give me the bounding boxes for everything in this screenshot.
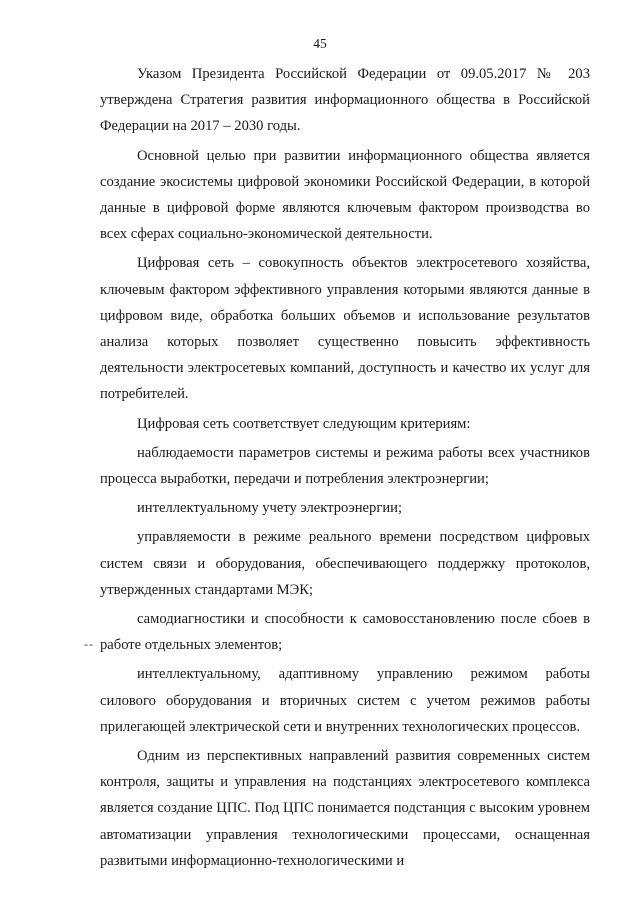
paragraph-criteria-intro: Цифровая сеть соответствует следующим критериям: — [137, 415, 471, 432]
criterion-adaptive-control: интеллектуальному, адаптивному управлению режимом работы силового оборудования и вторичных систем с учетом режимов работы прилегающей электрической сети и внутренних технологических процессов. — [100, 666, 590, 735]
criterion-self-diagnostics: самодиагностики и способности к самовосстановлению после сбоев в работе отдельных элементов; — [100, 611, 590, 654]
criterion-controllability: управляемости в режиме реального времени посредством цифровых систем связи и оборудования, обеспечивающего поддержку протоколов, утвержденных стандартами МЭК; — [100, 529, 590, 598]
document-body — [100, 61, 590, 874]
paragraph-decree: Указом Президента Российской Федерации от 09.05.2017 № 203 утверждена Стратегия развития информационного общества в Российской Федерации на 2017 – 2030 годы. — [100, 66, 590, 135]
paragraph-main-goal: Основной целью при развитии информационного общества является создание экосистемы цифровой экономики Российской Федерации, в которой данные в цифровой форме являются ключевым фактором производства во всех сферах социально-экономической деятельности. — [100, 147, 590, 243]
criterion-observability: наблюдаемости параметров системы и режима работы всех участников процесса выработки, передачи и потребления электроэнергии; — [100, 444, 590, 488]
margin-mark: -- — [84, 637, 94, 651]
paragraph-digital-network-definition: Цифровая сеть – совокупность объектов электросетевого хозяйства, ключевым фактором эффективного управления которыми являются данные в цифровом виде, обработка больших объемов и использование результатов анализа которых позволяет существенно повысить эффективность деятельности электросетевых компаний, доступность и качество их услуг для потребителей. — [100, 255, 590, 403]
page-number: 45 — [313, 36, 327, 51]
criterion-metering: интеллектуальному учету электроэнергии; — [137, 500, 402, 517]
paragraph-digital-substation: Одним из перспективных направлений развития современных систем контроля, защиты и управления на подстанциях электросетевого комплекса является создание ЦПС. Под ЦПС понимается подстанция с высоким уровнем автоматизации управления технологическими процессами, оснащенная развитыми информационно-технологическими и — [100, 748, 590, 869]
